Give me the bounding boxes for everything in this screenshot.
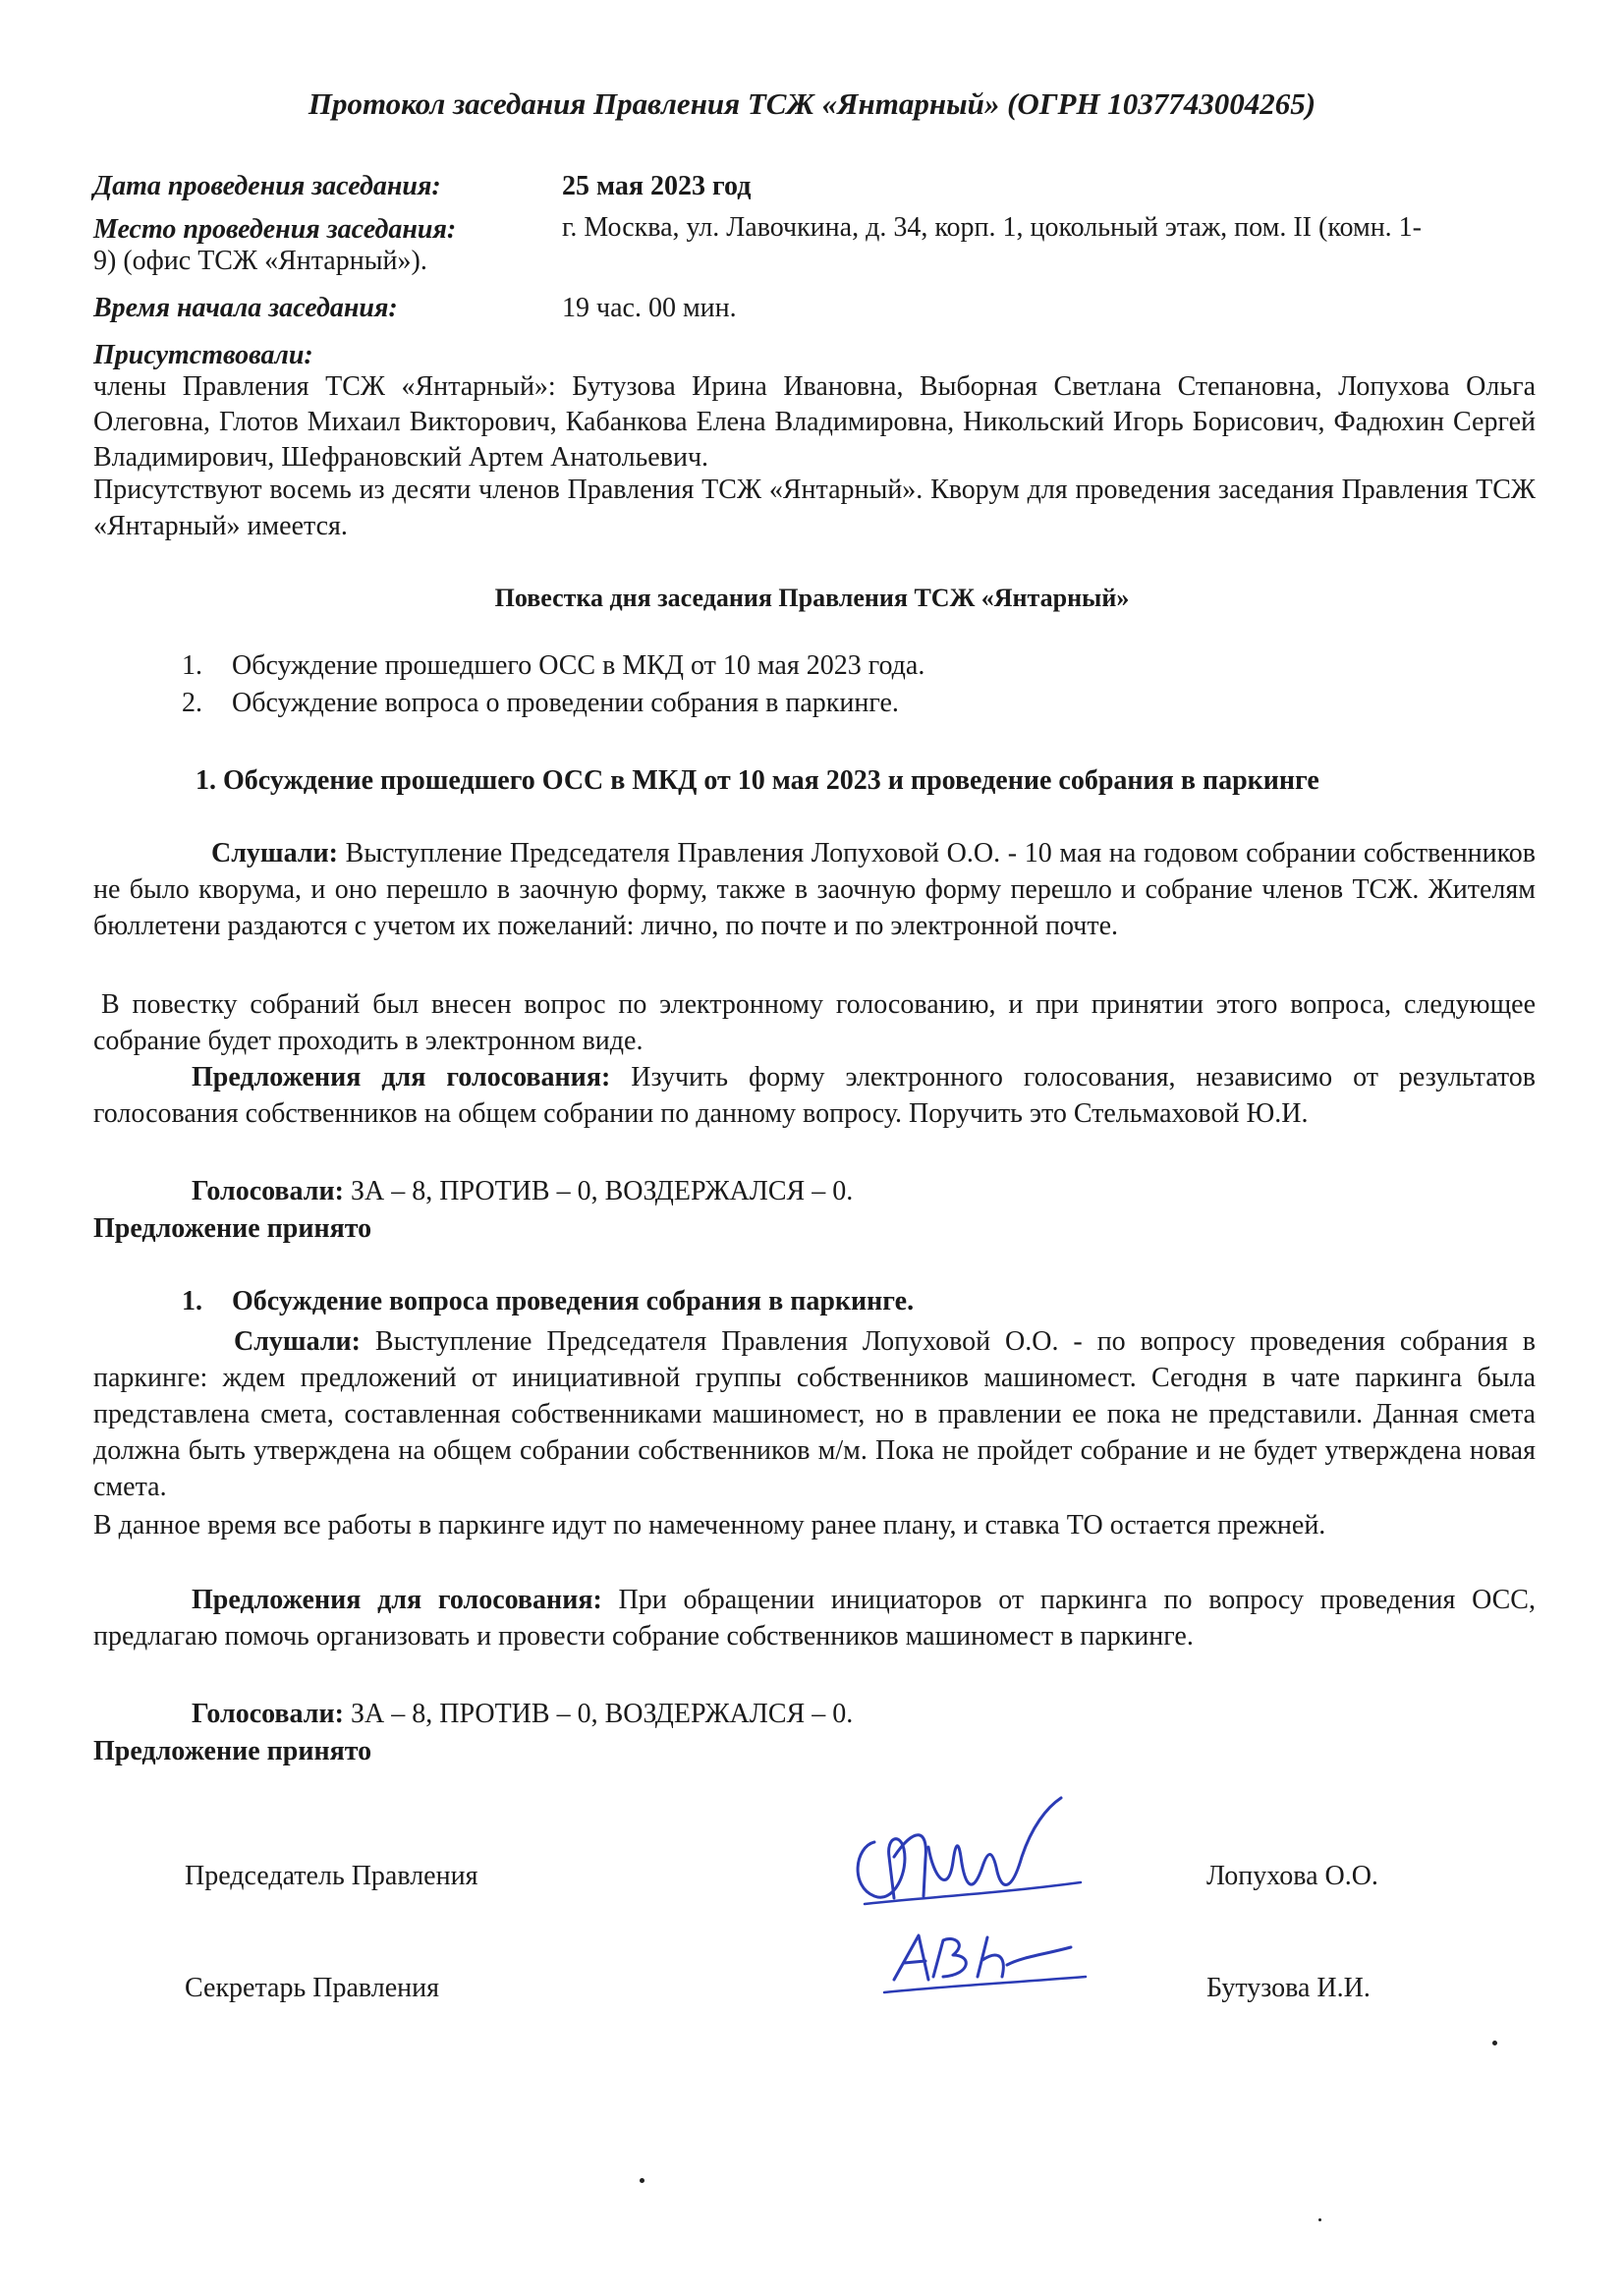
quorum-text: Присутствуют восемь из десяти членов Правления ТСЖ «Янтарный». Кворум для проведения заседания Правления ТСЖ «Янтарный» имеется. [93, 475, 1536, 541]
section2-heading: Обсуждение вопроса проведения собрания в паркинге. [232, 1286, 915, 1316]
secretary-name: Бутузова И.И. [1206, 1973, 1371, 2003]
section1-proposal [93, 1059, 1536, 1132]
chair-role: Председатель Правления [185, 1861, 478, 1891]
section2-result: Предложение принято [93, 1736, 372, 1766]
section1-voted [93, 1173, 1536, 1209]
place-value-line2: 9) (офис ТСЖ «Янтарный»). [93, 246, 427, 276]
section1-heard-text2: В повестку собраний был внесен вопрос по электронному голосованию, и при принятии этого вопроса, следующее собрание будет проходить в электронном виде. [93, 989, 1536, 1056]
section2-heard-text2: В данное время все работы в паркинге идут по намеченному ранее плану, и ставка ТО остается прежней. [93, 1510, 1326, 1540]
scan-dot [1318, 2218, 1321, 2221]
section1-heard-text: Выступление Председателя Правления Лопуховой О.О. - 10 мая на годовом собрании собственников не было кворума, и оно перешло в заочную форму, также в заочную форму перешло и собрание членов ТСЖ. Жителям бюллетени раздаются с учетом их пожеланий: лично, по почте и по электронной почте. [93, 838, 1536, 941]
section1-proposal-text: Изучить форму электронного голосования, независимо от результатов голосования собственников на общем собрании по данному вопросу. Поручить это Стельмаховой Ю.И. [93, 1062, 1536, 1129]
place-value-line1: г. Москва, ул. Лавочкина, д. 34, корп. 1, цокольный этаж, пом. II (комн. 1- [562, 212, 1422, 243]
place-label: Место проведения заседания: [93, 214, 457, 245]
scan-dot [1492, 2041, 1497, 2045]
agenda-item-1-text: Обсуждение прошедшего ОСС в МКД от 10 мая 2023 года. [232, 650, 925, 681]
section1-result: Предложение принято [93, 1213, 372, 1244]
section2-voted [93, 1696, 1536, 1732]
agenda-title: Повестка дня заседания Правления ТСЖ «Янтарный» [494, 584, 1130, 612]
section2-heard [93, 1323, 1536, 1505]
section2-voted-label: Голосовали: [192, 1699, 344, 1729]
section2-voted-text: ЗА – 8, ПРОТИВ – 0, ВОЗДЕРЖАЛСЯ – 0. [343, 1699, 854, 1729]
section2-heard-text: Выступление Председателя Правления Лопуховой О.О. - по вопросу проведения собрания в паркинге: ждем предложений от инициативной группы собственников машиномест. Сегодня в чате паркинга была представлена смета, составленная собственниками машиномест, но в правлении ее пока не представили. Данная смета должна быть утверждена на общем собрании собственников м/м. Пока не пройдет собрание и не будет утверждена новая смета. [93, 1326, 1536, 1502]
section2-heard-label: Слушали: [234, 1326, 361, 1357]
date-label: Дата проведения заседания: [93, 171, 441, 201]
agenda-item-2-text: Обсуждение вопроса о проведении собрания в паркинге. [232, 688, 899, 718]
scan-dot [640, 2178, 644, 2183]
attendance-members: члены Правления ТСЖ «Янтарный»: Бутузова Ирина Ивановна, Выборная Светлана Степановна, Лопухова Ольга Олеговна, Глотов Михаил Викторович, Кабанкова Елена Владимировна, Никольский Игорь Борисович, Фадюхин Сергей Владимирович, Шефрановский Артем Анатольевич. [93, 371, 1536, 473]
agenda-item-2-num: 2. [182, 688, 202, 718]
section2-proposal [93, 1582, 1536, 1654]
section1-heading: 1. Обсуждение прошедшего ОСС в МКД от 10 мая 2023 и проведение собрания в паркинге [196, 765, 1319, 796]
section1-heard-label: Слушали: [211, 838, 338, 868]
document-title: Протокол заседания Правления ТСЖ «Янтарный» (ОГРН 1037743004265) [308, 86, 1316, 121]
section2-proposal-text: При обращении инициаторов от паркинга по вопросу проведения ОСС, предлагаю помочь организовать и провести собрание собственников машиномест в паркинге. [93, 1585, 1536, 1652]
attendance-label: Присутствовали: [93, 340, 313, 370]
time-value: 19 час. 00 мин. [562, 293, 737, 323]
section2-num: 1. [182, 1286, 202, 1316]
secretary-role: Секретарь Правления [185, 1973, 439, 2003]
section1-voted-label: Голосовали: [192, 1176, 344, 1206]
chair-signature [835, 1788, 1091, 1926]
time-label: Время начала заседания: [93, 293, 398, 323]
chair-name: Лопухова О.О. [1206, 1861, 1378, 1891]
agenda-item-1-num: 1. [182, 650, 202, 681]
date-value: 25 мая 2023 год [562, 171, 752, 201]
section1-proposal-label: Предложения для голосования: [192, 1062, 611, 1092]
secretary-signature [874, 1926, 1091, 2004]
section1-heard [93, 835, 1536, 944]
section2-proposal-label: Предложения для голосования: [192, 1585, 602, 1615]
section1-voted-text: ЗА – 8, ПРОТИВ – 0, ВОЗДЕРЖАЛСЯ – 0. [343, 1176, 854, 1206]
